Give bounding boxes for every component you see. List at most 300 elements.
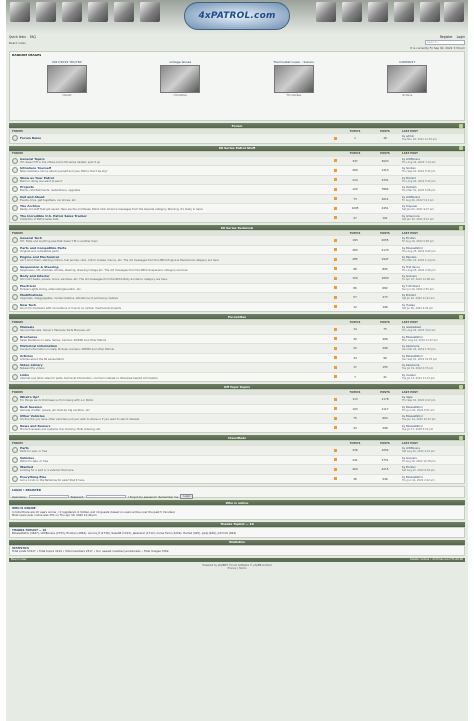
topics-count: 1 <box>354 136 356 141</box>
last-post-author[interactable]: BlowesPatrol <box>406 335 423 339</box>
current-time: It is currently Fri Sep 02, 2022 3:39 pm <box>410 45 465 50</box>
last-post-author[interactable]: BlowesPatrol <box>406 354 423 358</box>
image-author[interactable]: rdevati <box>62 94 72 97</box>
forum-category <box>9 384 465 433</box>
rss-feed-icon[interactable] <box>334 468 337 471</box>
statistics-title: Statistics <box>229 540 245 544</box>
topics-count: 17 <box>353 365 357 370</box>
rss-feed-icon[interactable] <box>334 328 337 331</box>
rss-feed-icon[interactable] <box>334 137 337 140</box>
last-post-time: Fri Apr 07, 2022 12:08 am <box>402 278 435 282</box>
last-post-time: Tue Jun 14, 2022 10:23 pm <box>402 418 436 422</box>
last-post-author[interactable]: Gleikestaeil <box>406 326 422 330</box>
forum-description: Events, trips, get togethers, car shows, etc. <box>20 198 77 202</box>
last-post-author[interactable]: Gmencure <box>406 214 420 218</box>
col-topics: TOPICS <box>349 152 361 155</box>
last-post-author[interactable]: Huslee <box>406 303 415 307</box>
rss-feed-icon[interactable] <box>334 296 337 299</box>
forum-row[interactable]: News and Rumors Product reviews and systems, trip memory, Bulk ordering, etc. 43 298 by BlowesPatrol Tue Jul 17, 2018 4:52 pm <box>10 423 464 433</box>
last-post-time: Fri Aug 26, 2022 5:11 pm <box>402 198 434 202</box>
image-thumbnail[interactable] <box>387 65 427 93</box>
last-post-author[interactable]: Rudolph <box>406 186 417 190</box>
col-forum: FORUM <box>12 152 23 155</box>
forum-description: Collection of Patrol sales data <box>20 217 59 221</box>
forum-row[interactable]: Parts and Compatible Parts Original and compatible parts 283 2179 by BlowesPatrol Thu Aug 25, 2022 9:45 pm <box>10 245 464 255</box>
rss-feed-icon[interactable] <box>334 216 337 219</box>
image-author[interactable]: TS rosbikes <box>286 94 302 97</box>
last-post-author[interactable]: Goovers <box>406 456 417 460</box>
posts-count: 196 <box>382 304 388 309</box>
topics-count: 103 <box>352 406 358 411</box>
forum-row[interactable]: Links Internet and other sites for parts, technical information, common interest or otherwise helpful information 7 41 by Invader Tue Jul 13, 2021 11:13 pm <box>10 372 464 382</box>
last-post-author[interactable]: LVDBoosra <box>406 447 420 451</box>
last-post-author[interactable]: Goovers <box>406 275 417 279</box>
forum-row[interactable]: The Archive Really old stuff that got saved. Here are the old Nissan Patrol Club America messages from the General category. Warning, it's dusty in here! 1095 4451 by Dispuser Sat Jan 02, 2021 9:27 am <box>10 203 464 213</box>
thanks-toplist-section <box>9 522 465 538</box>
forum-description: DIY, FAQs and anything else that doesn't fit in another topic <box>20 240 98 244</box>
collapse-toggle-icon[interactable] <box>459 146 463 150</box>
forum-title-link[interactable]: Manuals <box>20 326 35 330</box>
password-label: Password: <box>70 494 85 499</box>
category-title[interactable]: Classifieds <box>227 435 247 440</box>
last-post-time: Sun Jul 10, 2022 2:55 pm <box>402 287 434 291</box>
rss-feed-icon[interactable] <box>334 159 337 162</box>
last-post-time: Sun Mar 24, 2019 1:33 pm <box>402 348 436 352</box>
category-title[interactable]: Forum <box>231 123 243 128</box>
last-post-author[interactable]: BlowesPatrol <box>406 246 423 250</box>
quick-links-link[interactable]: Quick links <box>9 35 26 39</box>
last-post-time: Fri Aug 19, 2022 12:18 pm <box>402 459 436 463</box>
table-header <box>10 390 464 394</box>
forgot-password-link[interactable]: I forgot my password <box>128 494 157 499</box>
posts-count: 298 <box>382 425 388 430</box>
last-post-time: Thu Sep 01, 2022 4:02 pm <box>402 399 436 403</box>
forum-description: New members, tell us about yourself and your Patrol. Don't be shy! <box>20 170 108 174</box>
forum-title-link[interactable]: Body and Interior <box>20 275 50 279</box>
topics-count: 80 <box>353 285 357 290</box>
forum-title-link[interactable]: Historical Information <box>20 345 58 349</box>
privacy-terms[interactable]: Privacy | Terms <box>227 566 247 570</box>
collapse-toggle-icon[interactable] <box>459 315 463 319</box>
posts-count: 7864 <box>381 187 389 192</box>
forum-title-link[interactable]: Parts <box>20 447 29 451</box>
col-forum: FORUM <box>12 390 23 394</box>
col-topics: TOPICS <box>349 129 361 133</box>
rss-feed-icon[interactable] <box>334 417 337 420</box>
rss-feed-icon[interactable] <box>334 248 337 251</box>
col-last-post: LAST POST <box>402 441 418 445</box>
header-banner <box>6 0 468 34</box>
col-last-post: LAST POST <box>402 320 418 324</box>
last-post-author[interactable]: Sindian <box>406 167 416 171</box>
forum-description: Patrol for sale, or free <box>20 459 49 463</box>
forum-description: Fanless Lights wiring, alternator/generator, etc. <box>20 287 82 291</box>
topics-count: 75 <box>353 416 357 421</box>
image-author[interactable]: rDrivePaul <box>173 94 187 97</box>
rss-feed-icon[interactable] <box>334 477 337 480</box>
forum-title-link[interactable]: The Incredible U.S. Patrol Sales Tracker <box>20 214 87 218</box>
forum-row[interactable]: Rust Session General chatter, gossip, jail, that all, big vacation, etc 103 1117 by BlowesPatrol Thu Jun 02, 2022 8:31 am <box>10 404 464 414</box>
rss-feed-icon[interactable] <box>334 356 337 359</box>
last-post-author[interactable]: BlowesPatrol <box>406 415 423 419</box>
posts-count: 101 <box>382 215 388 220</box>
forum-description: Original and compatible parts <box>20 249 59 253</box>
last-post-author[interactable]: LVDBoosra <box>406 195 420 199</box>
forum-title-link[interactable]: Modifications <box>20 294 43 298</box>
who-is-online-section <box>9 500 465 520</box>
forum-row[interactable]: Out and About Events, trips, get togethers, car shows, etc. 73 1011 by LVDBoosra Fri Aug 26, 2022 5:11 pm <box>10 194 464 204</box>
forum-description: Room for members with innovations or how to on certain mechanical projects <box>20 306 122 310</box>
collapse-toggle-icon[interactable] <box>459 436 463 440</box>
forum-title-link[interactable]: Articles <box>20 354 33 358</box>
last-post-author[interactable]: Brinikid <box>406 294 416 298</box>
forum-title-link[interactable]: Rust Session <box>20 405 42 409</box>
posts-count: 2055 <box>381 238 389 243</box>
rss-feed-icon[interactable] <box>334 267 337 270</box>
forum-title-link[interactable]: Introduce Yourself <box>20 167 52 171</box>
image-title[interactable]: CAM00017 <box>399 60 416 64</box>
forum-row[interactable]: New Tech Room for members with innovations or how to on certain mechanical projects 12 196 by Huslee Sat Jul 09, 2022 9:20 pm <box>10 302 464 312</box>
forum-title-link[interactable]: The Archive <box>20 205 40 209</box>
rss-feed-icon[interactable] <box>334 178 337 181</box>
forum-title-link[interactable]: Video Library <box>20 364 43 368</box>
forum-table <box>9 440 465 484</box>
random-image-item[interactable] <box>135 60 225 97</box>
forum-row[interactable]: What's Up? For things we do that keep us from being with our Patrol. 113 1178 by Idgar Thu Sep 01, 2022 4:02 pm <box>10 394 464 404</box>
topics-count: 260 <box>352 168 358 173</box>
topics-count: 14 <box>353 327 357 332</box>
forum-table <box>9 389 465 433</box>
forum-title-link[interactable]: Engine and Mechanical <box>20 256 59 260</box>
forum-table <box>9 319 465 382</box>
category-header[interactable] <box>9 384 465 389</box>
forum-description: Internet and other sites for parts, technical information, common interest or otherwise helpful information <box>20 376 158 380</box>
random-image-item[interactable] <box>362 60 452 97</box>
rss-feed-icon[interactable] <box>334 305 337 308</box>
statistics-line: Total posts 53127 • Total topics 3144 • Total members 2517 • Our newest member jacobsmads • Total Images 7069 <box>12 549 169 553</box>
forum-title-link[interactable]: Electrical <box>20 284 36 288</box>
last-post-time: Tue Nov 16, 2021 11:33 am <box>402 138 437 142</box>
forum-title-link[interactable]: General Tech <box>20 237 42 241</box>
forum-row[interactable]: Everything Else Got a condo in the Bahamas for sale? Post it here. 36 246 by BlowesPatrol Thu Jun 14, 2022 2:22 am <box>10 474 464 484</box>
last-post-time: Thu Sep 01, 2022 3:32 pm <box>402 170 436 174</box>
col-topics: TOPICS <box>349 390 361 394</box>
forum-row[interactable]: Video Library Noteworthy videos 17 155 by Kalamerra Tue Jul 19, 2022 4:53 pm <box>10 362 464 372</box>
forum-row[interactable]: Brochures Sales literature on Gala, Series, Carriers, 4WD60 and other Patrols 30 206 by BlowesPatrol Mon Aug 24, 2019 11:07 pm <box>10 334 464 344</box>
posts-count: 1117 <box>381 406 389 411</box>
forum-row[interactable]: Articles Articles about the 60 series Patrol 34 96 by BlowesPatrol Sun Sep 01, 2019 10:25 pm <box>10 353 464 363</box>
topics-count: 98 <box>353 266 357 271</box>
category-title[interactable]: 60 Series Patrol Stuff <box>218 146 256 150</box>
username-label: Username: <box>12 494 27 499</box>
forum-title-link[interactable]: New Tech <box>20 303 36 307</box>
col-last-post: LAST POST <box>402 129 418 133</box>
login-title[interactable]: LOGIN • REGISTER <box>12 488 41 492</box>
powered-by: Powered by phpBB® Forum Software © phpBB Limited <box>202 563 272 567</box>
forum-title-link[interactable]: General Topics <box>20 157 45 161</box>
posts-count: 473 <box>382 295 388 300</box>
posts-count: 246 <box>382 476 388 481</box>
topics-count: 57 <box>353 295 357 300</box>
forum-row[interactable]: General Tech DIY, FAQs and anything else that doesn't fit in another topic 193 2055 by Eindian Fri Aug 19, 2022 5:28 pm <box>10 235 464 245</box>
login-link[interactable]: Login <box>456 35 465 39</box>
random-image-item[interactable] <box>249 60 339 97</box>
login-button[interactable]: Login <box>180 494 193 499</box>
last-post-author[interactable]: Dispuser <box>406 205 418 209</box>
image-title[interactable]: Thermostat Lower - Subaru <box>273 60 315 64</box>
forum-row[interactable]: General Topics If it doesn't fit in the others but is 60 series related, post it up 347 3023 by LVDBoosra Thu Aug 04, 2022 7:14 am <box>10 156 464 166</box>
random-images-box <box>9 51 465 121</box>
forum-title-link[interactable]: Wanted <box>20 466 33 470</box>
last-post-time: Tue Jul 17, 2018 4:52 pm <box>402 427 434 431</box>
forum-row[interactable]: Electrical Fanless Lights wiring, alternator/generator, etc. 80 682 by T-90 Stand Sun Jul 10, 2022 2:55 pm <box>10 283 464 293</box>
last-post-author[interactable]: Invader <box>406 373 416 377</box>
forum-table <box>9 230 465 312</box>
thanks-list[interactable]: BlowesPatrol (3847), LVDBoosra (2753), Eindian (1861), annica_fi (1736), Sasa48 (1313), Jakessrar (1712), Curse Ferrs (1202), Harrell (925), pp4J (946), jrdrmmi (844) <box>12 531 237 535</box>
last-post-author[interactable]: BlowesPatrol <box>406 405 423 409</box>
footer-right[interactable]: Delete cookies • All times are UTC-06:00 <box>410 558 463 561</box>
forum-title-link[interactable]: Vehicles <box>20 456 34 460</box>
col-posts: POSTS <box>380 152 390 155</box>
random-images-label: RANDOM IMAGES <box>12 53 42 57</box>
rss-feed-icon[interactable] <box>334 188 337 191</box>
col-topics: TOPICS <box>349 320 361 324</box>
forum-title-link[interactable]: Projects <box>20 186 34 190</box>
forum-title-link[interactable]: Forum Rules <box>20 136 42 140</box>
posts-count: 4331 <box>381 177 389 182</box>
col-posts: POSTS <box>380 320 390 324</box>
forum-description: Noteworthy videos <box>20 367 45 371</box>
forum-row[interactable]: Wanted Looking for a part or a vehicle? Post here. 404 2215 by Eindian Sat Aug 22, 2022 6:04 pm <box>10 464 464 474</box>
statistics-head: STATISTICS <box>12 545 29 550</box>
forum-row[interactable]: Manuals Service Manuals, Owner's Manuals, Parts Manuals, etc 14 75 by Gleikestaeil Thu Aug 04, 2022 3:04 am <box>10 324 464 334</box>
last-post-time: Sat Jan 02, 2021 9:27 am <box>402 208 434 212</box>
last-post-author[interactable]: first dance <box>406 265 420 269</box>
board-index-link[interactable]: Board index <box>9 40 26 45</box>
forum-category <box>9 146 465 224</box>
last-post-author[interactable]: Eindian <box>406 237 416 241</box>
last-post-author[interactable]: Eindian <box>406 466 416 470</box>
forum-row[interactable]: Other Vehicles It's fine the you have other vehicles! put your wish to share or if you want to sell of interest. 75 604 by BlowesPatrol Tue Jun 14, 2022 10:23 pm <box>10 413 464 423</box>
topics-count: 404 <box>352 467 358 472</box>
forum-description: Product reviews and systems, trip memory, Bulk ordering, etc. <box>20 427 102 431</box>
forum-description: Got a condo in the Bahamas for sale? Post it here. <box>20 478 86 482</box>
last-post-author[interactable]: BlowesPatrol <box>406 475 423 479</box>
footer-bar <box>9 558 465 562</box>
posts-count: 206 <box>382 336 388 341</box>
col-forum: FORUM <box>12 441 23 445</box>
thanks-title: Thanks Toplist — 10 <box>220 522 254 526</box>
forum-title-link[interactable]: Show us Your Patrol <box>20 176 54 180</box>
last-post-time: Mon Aug 24, 2019 11:07 pm <box>402 338 438 342</box>
footer-board-index[interactable]: Board index <box>11 558 27 561</box>
col-posts: POSTS <box>380 231 390 235</box>
forum-row[interactable]: Show us Your Patrol Build or doing one want to see it 214 4331 by Brinikid Thu Aug 04, 2022 5:32 pm <box>10 175 464 185</box>
rss-feed-icon[interactable] <box>334 277 337 280</box>
category-title[interactable]: Off Topic Topics <box>223 384 251 389</box>
last-post-time: Fri Aug 19, 2022 5:28 pm <box>402 240 434 244</box>
forum-title-link[interactable]: News and Rumors <box>20 424 51 428</box>
forum-category <box>9 225 465 312</box>
table-header <box>10 320 464 324</box>
topics-count: 236 <box>352 448 358 453</box>
random-image-item[interactable] <box>22 60 112 97</box>
last-post-time: Thu Aug 25, 2022 9:45 pm <box>402 249 436 253</box>
last-post-author[interactable]: Bipolars <box>406 256 417 260</box>
forum-title-link[interactable]: Brochures <box>20 335 38 339</box>
category-header[interactable] <box>9 435 465 440</box>
last-post-author[interactable]: Brinikid <box>406 176 416 180</box>
posts-count: 155 <box>382 365 388 370</box>
forum-title-link[interactable]: Other Vehicles <box>20 415 45 419</box>
collapse-toggle-icon[interactable] <box>459 124 463 128</box>
category-title[interactable]: Puresbites <box>227 314 247 319</box>
forum-row[interactable]: Suspension & Steering Suspension, lift, shackles, shocks, steering, steering linkage etc. The old messages from the NPCA Suspension category are here. 98 895 by first dance Thu Aug 25, 2022 2:26 pm <box>10 264 464 274</box>
rss-feed-icon[interactable] <box>334 169 337 172</box>
image-thumbnail[interactable] <box>160 65 200 93</box>
last-post-time: Sat Jul 10, 2022 11:42 am <box>402 297 435 301</box>
posts-count: 3023 <box>381 158 389 163</box>
rss-feed-icon[interactable] <box>334 347 337 350</box>
col-forum: FORUM <box>12 231 23 235</box>
category-header[interactable] <box>9 225 465 230</box>
last-post-author[interactable]: T-90 Stand <box>406 284 420 288</box>
rss-feed-icon[interactable] <box>334 239 337 242</box>
forum-row[interactable]: Engine and Mechanical Ain't don't them, starting motors, fuel pumps, carb, clutch, brakes, tranny, etc. The old messages from the NPCA Engine & Mechanical category are here. 285 1947 by Bipolars Thu Mar 24, 2022 1:14 pm <box>10 254 464 264</box>
last-post-time: Thu Jun 14, 2022 2:22 am <box>402 478 435 482</box>
posts-count: 1313 <box>381 168 389 173</box>
collapse-toggle-icon[interactable] <box>459 385 463 389</box>
image-title[interactable]: 2017/2019 Y61/Y60 <box>51 60 82 64</box>
last-post-time: Thu Aug 04, 2022 7:14 am <box>402 160 436 164</box>
col-last-post: LAST POST <box>402 231 418 235</box>
rss-feed-icon[interactable] <box>334 458 337 461</box>
forum-row[interactable]: Modifications Upgrades, disaggregates, modernizations, alterations of just being creative 57 473 by Brinikid Sat Jul 10, 2022 11:42 am <box>10 292 464 302</box>
category-header[interactable] <box>9 314 465 319</box>
password-input[interactable] <box>86 495 126 499</box>
forum-title-link[interactable]: Links <box>20 373 29 377</box>
rss-feed-icon[interactable] <box>334 375 337 378</box>
who-is-online-title: Who is online <box>225 500 249 505</box>
category-header[interactable] <box>9 123 465 128</box>
rss-feed-icon[interactable] <box>334 197 337 200</box>
table-header <box>10 231 464 235</box>
who-is-online-head: WHO IS ONLINE <box>12 506 36 510</box>
forum-row[interactable]: Parts Parts for sale, or free 236 1052 by LVDBoosra Sat Aug 20, 2022 4:22 pm <box>10 445 464 455</box>
image-thumbnail[interactable] <box>274 65 314 93</box>
last-post-author[interactable]: LVDBoosra <box>406 157 420 161</box>
posts-count: 1650 <box>381 276 389 281</box>
forum-row[interactable]: Body and Interior Got rust? Seats, panels, doors, windows, etc. The old messages from the NPCA Body & Interior category are here. 150 1650 by Goovers Fri Apr 07, 2022 12:08 am <box>10 273 464 283</box>
faq-link[interactable]: FAQ <box>29 35 36 39</box>
topics-count: 113 <box>352 397 358 402</box>
rss-feed-icon[interactable] <box>334 407 337 410</box>
image-thumbnail[interactable] <box>47 65 87 93</box>
forum-category <box>9 435 465 484</box>
forum-row[interactable]: Historical Information Ancient information on Gala, Pickups, Carriers, 4WD60 and other Patrols 22 206 by Kalamerra Sun Mar 24, 2019 1:33 pm <box>10 343 464 353</box>
last-post-author[interactable]: BlowesPatrol <box>406 424 423 428</box>
rss-feed-icon[interactable] <box>334 426 337 429</box>
forum-title-link[interactable]: Parts and Compatible Parts <box>20 246 67 250</box>
category-title[interactable]: 60 Series Technical <box>220 225 254 230</box>
rss-feed-icon[interactable] <box>334 449 337 452</box>
collapse-toggle-icon[interactable] <box>459 226 463 230</box>
forum-row[interactable]: Introduce Yourself New members, tell us about yourself and your Patrol. Don't be shy! 260 1313 by Sindian Thu Sep 01, 2022 3:32 pm <box>10 165 464 175</box>
forum-row[interactable]: Vehicles Patrol for sale, or free 241 3751 by Goovers Fri Aug 19, 2022 12:18 pm <box>10 455 464 465</box>
forum-description: Looking for a part or a vehicle? Post here. <box>20 469 75 473</box>
forum-row[interactable]: Forum Rules 1 16 by admin Tue Nov 16, 2021 11:33 am <box>10 133 464 143</box>
col-topics: TOPICS <box>349 441 361 445</box>
rss-feed-icon[interactable] <box>334 207 337 210</box>
forum-title-link[interactable]: Everything Else <box>20 475 47 479</box>
rss-feed-icon[interactable] <box>334 258 337 261</box>
forum-title-link[interactable]: Suspension & Steering <box>20 265 59 269</box>
last-post-time: Thu Jun 02, 2022 8:31 am <box>402 408 435 412</box>
image-author[interactable]: lindiana <box>402 94 413 97</box>
posts-count: 16 <box>383 136 387 141</box>
posts-count: 41 <box>383 374 387 379</box>
search-input[interactable]: Search... <box>425 40 465 45</box>
remember-me-checkbox[interactable]: Remember me <box>158 494 179 499</box>
page <box>6 0 468 721</box>
last-post-time: Tue Jul 19, 2022 4:53 pm <box>402 367 434 371</box>
rss-feed-icon[interactable] <box>334 286 337 289</box>
topics-count: 7 <box>354 374 356 379</box>
posts-count: 2215 <box>381 467 389 472</box>
topics-count: 12 <box>353 304 357 309</box>
topics-count: 214 <box>352 177 358 182</box>
category-header[interactable] <box>9 146 465 151</box>
last-post-author[interactable]: admin <box>406 135 415 139</box>
forum-description: Got rust? Seats, panels, doors, windows, etc. The old messages from the NPCA Body & Interior category are here. <box>20 278 168 282</box>
posts-count: 895 <box>382 266 388 271</box>
forum-description: It's fine the you have other vehicles! put your wish to share or if you want to sell of interest. <box>20 418 140 422</box>
topics-count: 150 <box>352 276 358 281</box>
rss-feed-icon[interactable] <box>334 366 337 369</box>
thanks-head: THANKS TOPLIST — 10 <box>12 527 47 532</box>
last-post-author[interactable]: Idgar <box>406 396 413 400</box>
forum-description: Suspension, lift, shackles, shocks, steering, steering linkage etc. The old messages from the NPCA Suspension category are here. <box>20 268 189 272</box>
last-post-author[interactable]: Kalamerra <box>406 345 420 349</box>
last-post-author[interactable]: Kalamerra <box>406 364 420 368</box>
forum-row[interactable]: The Incredible U.S. Patrol Sales Tracker Collection of Patrol sales data 47 101 by Gmencure Sat Jan 30, 2021 8:15 pm <box>10 213 464 223</box>
posts-count: 1947 <box>381 257 389 262</box>
forum-title-link[interactable]: What's Up? <box>20 396 39 400</box>
forum-sections <box>6 123 468 484</box>
register-link[interactable]: Register <box>439 35 453 39</box>
last-post-time: Sat Jan 30, 2021 8:15 pm <box>402 217 434 221</box>
forum-table <box>9 151 465 224</box>
table-header <box>10 152 464 156</box>
topics-count: 241 <box>352 457 358 462</box>
forum-description: Builds, refurbishments, restorations, upgrades <box>20 189 81 193</box>
posts-count: 682 <box>382 285 388 290</box>
forum-row[interactable]: Projects Builds, refurbishments, restorations, upgrades 120 7864 by Rudolph Thu Mar 31, 2022 5:06 pm <box>10 184 464 194</box>
forum-title-link[interactable]: Out and About <box>20 195 45 199</box>
image-title[interactable]: vintage lenses <box>169 60 192 64</box>
topics-count: 34 <box>353 355 357 360</box>
topics-count: 285 <box>352 257 358 262</box>
forum-table <box>9 128 465 144</box>
username-input[interactable] <box>29 495 69 499</box>
col-posts: POSTS <box>380 390 390 394</box>
online-line-2: Most users ever online was 351 on Thu Apr 30, 2020 12:46 pm <box>12 513 97 517</box>
rss-feed-icon[interactable] <box>334 398 337 401</box>
posts-count: 1011 <box>381 196 389 201</box>
rss-feed-icon[interactable] <box>334 337 337 340</box>
site-logo[interactable] <box>184 2 290 30</box>
topics-count: 283 <box>352 247 358 252</box>
